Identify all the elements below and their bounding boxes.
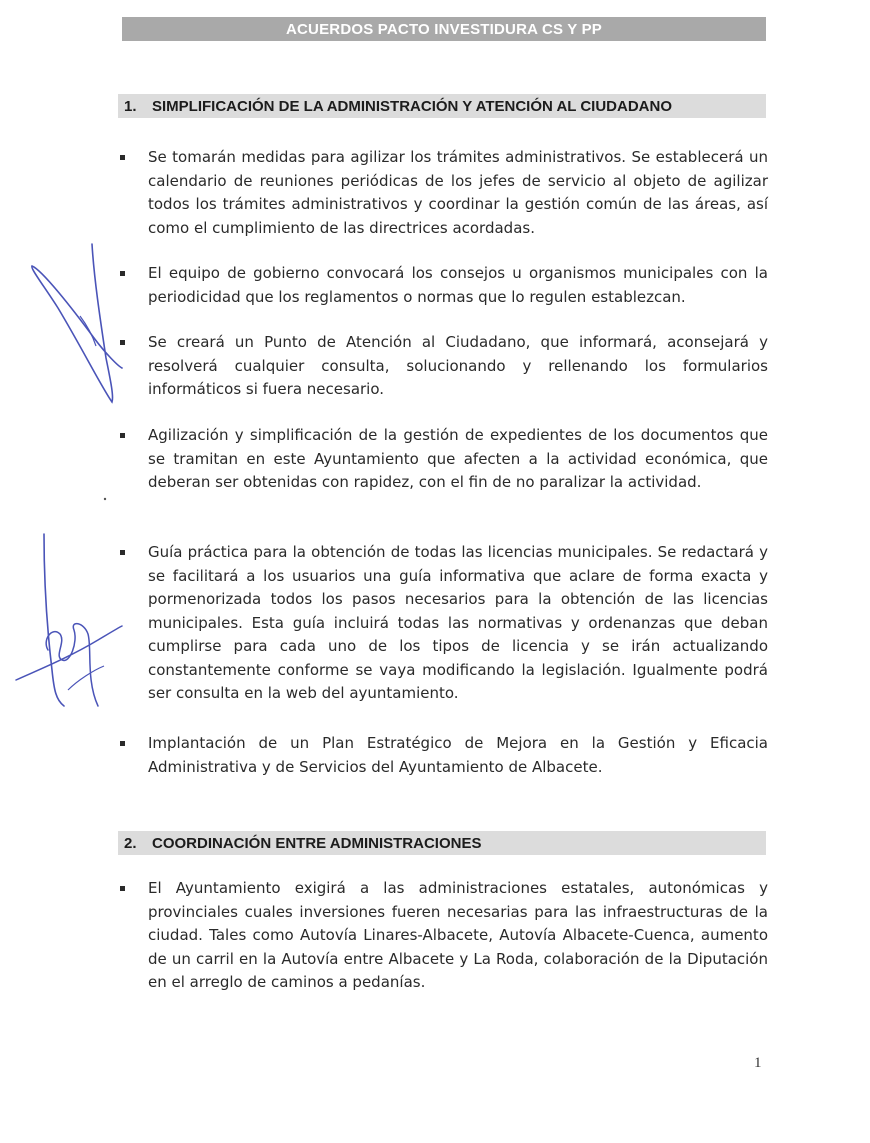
- list-item-text: El Ayuntamiento exigirá a las administraciones estatales, autonómicas y provinciales cuales inversiones fueren necesarias para las infraestructuras de la ciudad. Tales como Autovía Linares-Albacete, Autovía Albacete-Cuenca, aumento de un carril en la Autovía entre Albacete y La Roda, colaboración de la Diputación en el arreglo de caminos a pedanías.: [148, 879, 768, 991]
- section-title: SIMPLIFICACIÓN DE LA ADMINISTRACIÓN Y ATENCIÓN AL CIUDADANO: [152, 97, 673, 115]
- list-item-text: Se tomarán medidas para agilizar los trámites administrativos. Se establecerá un calendario de reuniones periódicas de los jefes de servicio al objeto de agilizar todos los trámites administrativos y coordinar la gestión común de las áreas, así como el cumplimiento de las directrices acordadas.: [148, 148, 768, 237]
- signature-icon: [22, 238, 132, 408]
- section-heading-1: [118, 94, 766, 118]
- section-title: COORDINACIÓN ENTRE ADMINISTRACIONES: [152, 834, 482, 852]
- bullet-icon: [120, 433, 125, 438]
- list-item-text: Agilización y simplificación de la gestión de expedientes de los documentos que se tramitan en este Ayuntamiento que afecten a la actividad económica, que deberan ser obtenidas con rapidez, con el fin de no paralizar la actividad.: [148, 426, 768, 491]
- list-item-text: Guía práctica para la obtención de todas las licencias municipales. Se redactará y se facilitará a los usuarios una guía informativa que aclare de forma exacta y pormenorizada todos los pasos necesarios para la obtención de las licencias municipales. Esta guía incluirá todas las normativas y ordenanzas que deban cumplirse para cada uno de los tipos de licencia y se irán actualizando constantemente conforme se vaya modificando la legislación. Igualmente podrá ser consulta en la web del ayuntamiento.: [148, 543, 768, 702]
- list-item: [118, 732, 768, 779]
- page-number: 1: [754, 1055, 762, 1071]
- list-item: [118, 146, 768, 240]
- list-item-text: El equipo de gobierno convocará los consejos u organismos municipales con la periodicidad que los reglamentos o normas que lo regulen establezcan.: [148, 264, 768, 306]
- bullet-icon: [120, 886, 125, 891]
- section-number: 2.: [124, 834, 137, 852]
- section-number: 1.: [124, 97, 137, 115]
- document-title: ACUERDOS PACTO INVESTIDURA CS Y PP: [122, 17, 766, 41]
- list-item: [118, 331, 768, 402]
- ink-dot-icon: [102, 496, 108, 502]
- signature-icon: [8, 530, 128, 720]
- list-item: [118, 262, 768, 309]
- list-item: [118, 424, 768, 495]
- section-heading-2: [118, 831, 766, 855]
- list-item-text: Se creará un Punto de Atención al Ciudadano, que informará, aconsejará y resolverá cualquier consulta, solucionando y rellenando los formularios informáticos si fuera necesario.: [148, 333, 768, 398]
- bullet-icon: [120, 155, 125, 160]
- list-item: [118, 877, 768, 995]
- bullet-icon: [120, 741, 125, 746]
- list-item: [118, 541, 768, 706]
- list-item-text: Implantación de un Plan Estratégico de Mejora en la Gestión y Eficacia Administrativa y de Servicios del Ayuntamiento de Albacete.: [148, 734, 768, 776]
